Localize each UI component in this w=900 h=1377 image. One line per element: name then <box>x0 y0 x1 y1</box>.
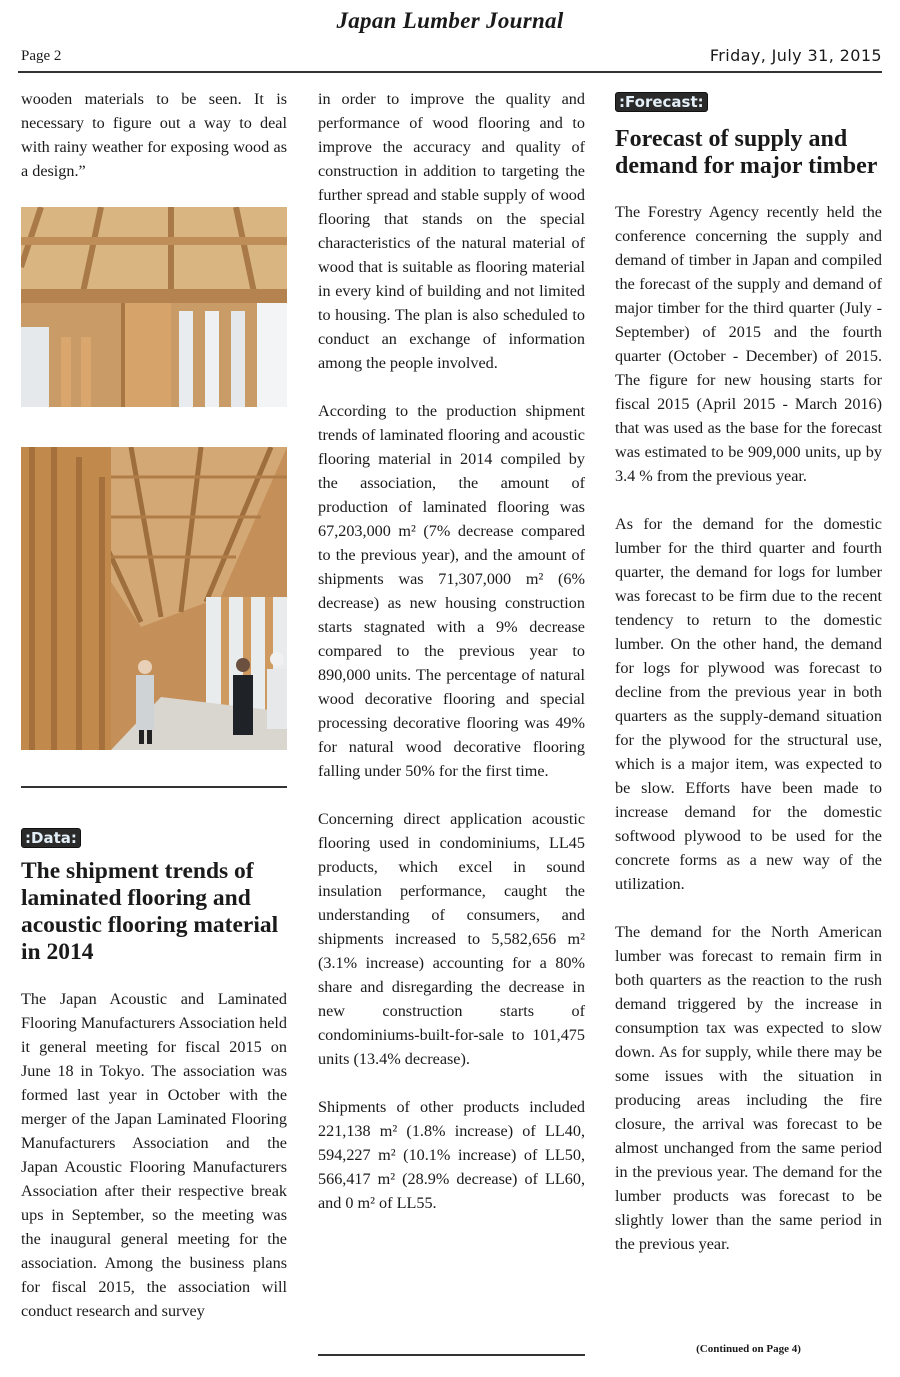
column-1 <box>21 87 287 1347</box>
column1-rule <box>21 786 287 788</box>
column-2 <box>318 87 585 1239</box>
col2-paragraph-4: Shipments of other products included 221,138 m² (1.8% increase) of LL40, 594,227 m² (10.1% increase) of LL50, 566,417 m² (28.9% decrease) of LL60, and 0 m² of LL55. <box>318 1098 585 1212</box>
journal-title: Japan Lumber Journal <box>336 8 564 33</box>
data-tag: :Data: <box>21 828 81 848</box>
col3-paragraph-2: As for the demand for the domestic lumber for the third quarter and fourth quarter, the demand for logs for lumber was forecast to be firm due to the recent tendency to return to the domestic lumber. On the other hand, the demand for logs for plywood was forecast to decline from the previous year in both quarters as the supply-demand situation for the plywood for the structural use, which is a major item, was expected to be slow. Efforts have been made to increase demand for the domestic softwood plywood to be used for the concrete forms as a new way of the utilization. <box>615 515 882 893</box>
forecast-tag: :Forecast: <box>615 92 708 112</box>
wooden-ceiling-photo <box>21 207 287 407</box>
page-number: Page 2 <box>21 48 62 64</box>
col2-paragraph-3: Concerning direct application acoustic flooring used in condominiums, LL45 products, which excel in sound insulation performance, caught the understanding of consumers, and shipments increased to 5,582,656 m² (3.1% increase) accounting for a 80% share and disregarding the decrease in new construction starts of condominiums-built-for-sale to 101,475 units (13.4% decrease). <box>318 810 585 1068</box>
header-rule <box>18 71 882 73</box>
forecast-headline: Forecast of supply and demand for major timber <box>615 126 878 179</box>
column-3 <box>615 90 882 1280</box>
data-body: The Japan Acoustic and Laminated Flooring Manufacturers Association held it general meeting for fiscal 2015 on June 18 in Tokyo. The association was formed last year in October with the merger of the Japan Laminated Flooring Manufacturers Association and the Japan Acoustic Flooring Manufacturers Association after their respective break ups in September, so the meeting was the inaugural general meeting for the association. Among the business plans for fiscal 2015, the association will conduct research and survey <box>21 990 287 1320</box>
col2-paragraph-1: in order to improve the quality and performance of wood flooring and to improve the accuracy and quality of construction in addition to targeting the further spread and stable supply of wood flooring that stands on the special characteristics of the natural material of wood that is suitable as flooring material in every kind of building and not limited to housing. The plan is also scheduled to conduct an exchange of information among the people involved. <box>318 90 585 372</box>
issue-date: Friday, July 31, 2015 <box>709 46 882 65</box>
intro-paragraph: wooden materials to be seen. It is necessary to figure out a way to deal with rainy weather for exposing wood as a design.” <box>21 90 287 180</box>
data-headline: The shipment trends of laminated flooring and acoustic flooring material in 2014 <box>21 858 279 965</box>
continued-note: (Continued on Page 4) <box>696 1343 801 1355</box>
col2-paragraph-2: According to the production shipment trends of laminated flooring and acoustic flooring material in 2014 compiled by the association, the amount of production of laminated flooring was 67,203,000 m² (7% decrease compared to the previous year), and the amount of shipments was 71,307,000 m² (6% decrease) as new housing construction starts stagnated with a 9% decrease compared to the previous year to 890,000 units. The percentage of natural wood decorative flooring and special processing decorative flooring was 49% for natural wood decorative flooring falling under 50% for the first time. <box>318 402 585 780</box>
col3-paragraph-1: The Forestry Agency recently held the conference concerning the supply and demand of timber in Japan and compiled the forecast of the supply and demand of major timber for the third quarter (July - September) of 2015 and the fourth quarter (October - December) of 2015. The figure for new housing starts for fiscal 2015 (April 2015 - March 2016) that was used as the base for the forecast was estimated to be 909,000 units, up by 3.4 % from the previous year. <box>615 203 882 485</box>
interior-hall-photo <box>21 447 287 750</box>
col3-paragraph-3: The demand for the North American lumber was forecast to remain firm in both quarters as the reaction to the rush demand triggered by the increase in consumption tax was expected to slow down. As for supply, while there may be some issues with the situation in producing areas including the fire closure, the arrival was forecast to be almost unchanged from the same period in the previous year. The demand for the lumber products was forecast to be slightly lower than the same period in the previous year. <box>615 923 882 1253</box>
column2-rule <box>318 1354 585 1356</box>
